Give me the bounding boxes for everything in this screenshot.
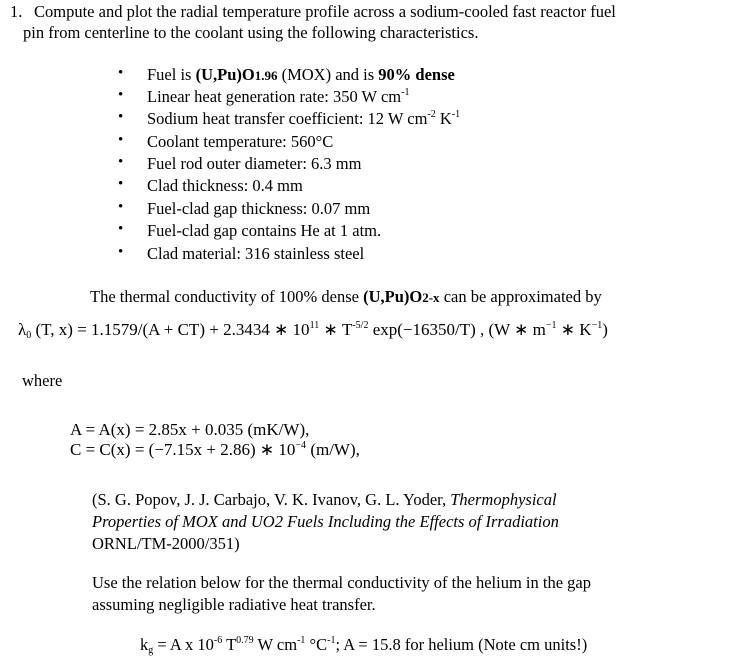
text: (m/W), [306, 440, 360, 459]
text: can be approximated by [439, 287, 602, 306]
bullet-marker: • [118, 154, 124, 170]
text: = A x 10 [153, 635, 214, 654]
bullet-marker: • [118, 199, 124, 215]
bullet-marker: • [118, 132, 124, 148]
list-item: Fuel-clad gap thickness: 0.07 mm [147, 199, 371, 218]
list-item [147, 65, 455, 86]
bullet-marker: • [118, 65, 124, 81]
superscript: -1 [451, 109, 461, 120]
problem-intro-line1: Compute and plot the radial temperature profile across a sodium-cooled fast reactor fuel [34, 2, 616, 21]
a-definition: A = A(x) = 2.85x + 0.035 (mK/W), [70, 420, 310, 439]
text: °C [305, 635, 328, 654]
list-item: Clad material: 316 stainless steel [147, 244, 365, 263]
helium-intro-line2: assuming negligible radiative heat transfer. [92, 595, 376, 614]
text: W cm [253, 635, 298, 654]
text: The thermal conductivity of 100% dense [90, 287, 364, 306]
formula: (U,Pu)O [363, 287, 423, 306]
bullet-marker: • [118, 109, 124, 125]
list-item: Clad thickness: 0.4 mm [147, 176, 303, 195]
superscript: -1 [297, 635, 306, 646]
bullet-marker: • [118, 176, 124, 192]
superscript: −4 [295, 440, 307, 451]
conductivity-equation [18, 320, 608, 340]
superscript: −1 [545, 320, 557, 331]
superscript: -2 [427, 109, 436, 120]
problem-number: 1. [10, 2, 23, 21]
list-item: Coolant temperature: 560°C [147, 132, 334, 151]
subscript: 2-x [422, 290, 440, 305]
text: T [222, 635, 237, 654]
text: ∗ K [556, 320, 592, 339]
text: Linear heat generation rate: 350 W cm [147, 87, 402, 106]
subscript: 1.96 [254, 68, 278, 83]
density: 90% dense [378, 65, 455, 84]
text: Fuel is [147, 65, 196, 84]
where-label: where [22, 371, 63, 390]
helium-intro-line1: Use the relation below for the thermal conductivity of the helium in the gap [92, 573, 591, 592]
conductivity-intro [90, 287, 602, 308]
reference-line2: Properties of MOX and UO2 Fuels Including the Effects of Irradiation [92, 512, 559, 531]
text: (MOX) and is [277, 65, 379, 84]
list-item [147, 87, 409, 107]
text: (S. G. Popov, J. J. Carbajo, V. K. Ivanov, G. L. Yoder, [92, 490, 451, 509]
subscript: 0 [26, 330, 32, 341]
formula: (U,Pu)O [195, 65, 255, 84]
c-definition [70, 440, 360, 460]
superscript: -1 [327, 635, 336, 646]
subscript: g [148, 645, 154, 656]
text: exp(−16350/T) , (W ∗ m [368, 320, 546, 339]
title-text: Thermophysical [450, 490, 557, 509]
bullet-marker: • [118, 244, 124, 260]
text: C = C(x) = (−7.15x + 2.86) ∗ 10 [70, 440, 296, 459]
text: ) [602, 320, 608, 339]
superscript: -1 [401, 87, 410, 98]
text: ; A = 15.8 for helium (Note cm units!) [335, 635, 588, 654]
superscript: 11 [309, 320, 320, 331]
reference-line1 [92, 490, 557, 510]
list-item: Fuel rod outer diameter: 6.3 mm [147, 154, 362, 173]
superscript: −1 [591, 320, 603, 331]
list-item: Fuel-clad gap contains He at 1 atm. [147, 221, 382, 240]
superscript: 0.79 [236, 635, 254, 646]
superscript: -5/2 [352, 320, 369, 331]
text: Sodium heat transfer coefficient: 12 W cm [147, 109, 428, 128]
text: K [435, 109, 452, 128]
superscript: -6 [213, 635, 223, 646]
reference-line3: ORNL/TM-2000/351) [92, 534, 240, 553]
text: ∗ T [319, 320, 353, 339]
lambda-symbol: λ [18, 320, 27, 339]
bullet-marker: • [118, 87, 124, 103]
text: (T, x) = 1.1579/(A + CT) + 2.3434 ∗ 10 [31, 320, 310, 339]
problem-intro-line2: pin from centerline to the coolant using the following characteristics. [23, 23, 479, 42]
bullet-marker: • [118, 221, 124, 237]
helium-equation [140, 635, 587, 655]
text: k [140, 635, 149, 654]
list-item [147, 109, 460, 129]
